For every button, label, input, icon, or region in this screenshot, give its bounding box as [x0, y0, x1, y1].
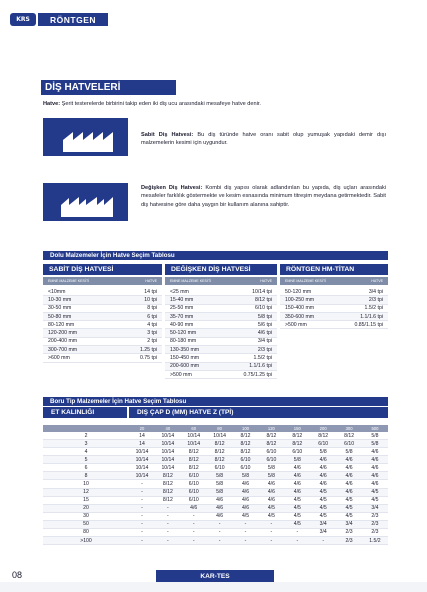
- pitch-cell: 10/14: [135, 456, 149, 463]
- subheader-left: EMNE MALZEME KESİTİ: [285, 279, 327, 283]
- pitch-cell: 4/5: [267, 505, 275, 512]
- pitch-cell: 5/8: [241, 472, 250, 479]
- outer-diameter-header: DIŞ ÇAP D (MM) HATVE Z (TPİ): [129, 407, 388, 418]
- pitch-cell: -: [192, 537, 195, 544]
- diameter-cell: 60: [191, 426, 197, 431]
- cross-section-cell: 50-80 mm: [48, 313, 72, 320]
- intro-term: Hatve:: [43, 101, 61, 107]
- pitch-cell: 1.5/2: [369, 537, 381, 544]
- pitch-cell: -: [192, 521, 195, 528]
- cross-section-cell: 150-450 mm: [170, 355, 200, 362]
- pitch-cell: 4/6: [293, 472, 301, 479]
- pitch-cell: -: [270, 521, 273, 528]
- table-row: [43, 489, 388, 497]
- diameter-cell: 120: [267, 426, 275, 431]
- pitch-cell: 10/14: [161, 456, 175, 463]
- variable-pitch-column: [165, 264, 277, 379]
- table-row: [43, 440, 388, 448]
- pitch-cell: 10/14: [161, 440, 175, 447]
- pitch-cell: 8/12: [266, 432, 277, 439]
- column-subheader: [165, 277, 277, 285]
- table-row: [165, 329, 277, 337]
- table-row: [43, 354, 162, 362]
- pitch-cell: 5/8: [345, 448, 353, 455]
- pitch-cell: 3/4: [371, 505, 379, 512]
- pitch-cell: 5/8: [216, 489, 224, 496]
- pitch-cell: 4/6: [345, 464, 353, 471]
- pitch-cell: 8/12 tpi: [254, 296, 272, 303]
- table-row: [280, 305, 388, 313]
- pitch-cell: 8 tpi: [147, 305, 157, 312]
- fixed-pitch-desc: [141, 131, 386, 148]
- fixed-pitch-term: Sabit Diş Hatvesi:: [141, 132, 194, 138]
- pitch-cell: 8/12: [188, 464, 199, 471]
- cross-section-cell: 35-70 mm: [170, 313, 194, 320]
- table-row: [43, 432, 388, 440]
- pitch-cell: 8/12: [240, 432, 251, 439]
- pitch-cell: 8/12: [214, 456, 225, 463]
- pitch-cell: -: [166, 505, 169, 512]
- column-rows: [165, 285, 277, 379]
- pitch-cell: 8/12: [188, 448, 199, 455]
- fixed-pitch-column: [43, 264, 162, 363]
- cross-section-cell: 130-350 mm: [170, 346, 200, 353]
- wall-thickness-cell: 50: [83, 521, 89, 528]
- table-row: [43, 305, 162, 313]
- table-row: [43, 505, 388, 513]
- table-row: [280, 296, 388, 304]
- brand: [10, 13, 108, 26]
- subheader-left: EMNE MALZEME KESİTİ: [170, 279, 212, 283]
- pitch-cell: 4/5: [345, 497, 353, 504]
- pitch-cell: 10/14: [161, 432, 175, 439]
- table-row: [43, 513, 388, 521]
- pitch-cell: 10/14: [135, 464, 149, 471]
- cross-section-cell: 350-600 mm: [285, 313, 315, 320]
- pitch-cell: -: [296, 537, 299, 544]
- pitch-cell: 8/12: [292, 440, 303, 447]
- pitch-cell: 2 tpi: [147, 338, 157, 345]
- pitch-cell: 4/5: [319, 513, 327, 520]
- variable-pitch-body: Kombi diş yapısı olarak adlandırılan bu yapıda, diş uçları arasındaki mesafeler farklılık göstermekte ve kesim esnasında minimum titreşim meydana getirmektedir. Sabit diş hatvesine göre daha yaygın bir kullanım alanına sahiptir.: [141, 185, 386, 208]
- table-row: [43, 521, 388, 529]
- table-row: [43, 288, 162, 296]
- pitch-cell: 6/10: [188, 497, 199, 504]
- pitch-cell: 1.1/1.6 tpi: [249, 363, 272, 370]
- pitch-cell: 4/5: [371, 497, 379, 504]
- table-row: [43, 296, 162, 304]
- pitch-cell: 2/3: [371, 521, 379, 528]
- pitch-cell: 8/12: [162, 472, 173, 479]
- pitch-cell: 6/10: [240, 464, 251, 471]
- pitch-cell: 4/6: [345, 472, 353, 479]
- pitch-cell: 10/14: [135, 472, 149, 479]
- pitch-cell: -: [166, 513, 169, 520]
- tube-grid: [43, 425, 388, 545]
- pitch-cell: 5/8 tpi: [257, 313, 272, 320]
- variable-pitch-desc: [141, 184, 386, 209]
- pitch-cell: 5/8: [319, 448, 327, 455]
- wall-thickness-cell: 10: [83, 481, 89, 487]
- diameter-cell: 500: [371, 426, 379, 431]
- pitch-cell: 4/6: [319, 472, 327, 479]
- variable-pitch-image: [43, 183, 128, 221]
- pitch-cell: 6/10: [188, 481, 199, 487]
- column-rows: [43, 285, 162, 363]
- wall-thickness-cell: 5: [84, 456, 88, 463]
- pitch-cell: 8/12: [266, 440, 277, 447]
- page-number: 08: [12, 570, 23, 580]
- pitch-cell: -: [141, 481, 143, 487]
- pitch-cell: -: [141, 505, 143, 512]
- brand-name: RÖNTGEN: [38, 13, 108, 26]
- pitch-cell: 4/6: [241, 481, 250, 487]
- pitch-cell: 0.75/1.25 tpi: [243, 371, 272, 378]
- pitch-cell: -: [270, 537, 273, 544]
- brand-logo: KRS: [10, 13, 36, 26]
- footer-label: KAR-TES: [156, 570, 274, 582]
- table-row: [43, 321, 162, 329]
- diameter-cell: 200: [319, 426, 327, 431]
- pitch-cell: 6/10: [318, 440, 329, 447]
- table-row: [43, 497, 388, 505]
- hm-titan-column: [280, 264, 388, 329]
- wall-thickness-header: ET KALINLIĞI: [43, 407, 127, 418]
- pitch-cell: 4/5: [293, 521, 301, 528]
- pitch-cell: 10/14 tpi: [252, 288, 272, 295]
- table-row: [43, 480, 388, 488]
- pitch-cell: 2/3: [345, 529, 353, 536]
- pitch-cell: 4/5: [267, 513, 275, 520]
- pitch-cell: 10/14: [187, 432, 201, 439]
- solid-table-title: Dolu Malzemeler İçin Hatve Seçim Tablosu: [43, 251, 388, 260]
- table-row: [165, 371, 277, 379]
- pitch-cell: 10/14: [135, 448, 149, 455]
- cross-section-cell: 25-50 mm: [170, 305, 194, 312]
- pitch-cell: 4/6: [371, 472, 379, 479]
- pitch-cell: 8/12: [162, 489, 173, 496]
- pitch-cell: -: [141, 513, 143, 520]
- fixed-pitch-body: Bu diş türünde hatve oranı sabit olup yumuşak yapıdaki demir dışı malzemelerin kesimi için uygundur.: [141, 132, 386, 147]
- pitch-cell: 4/5: [319, 489, 327, 496]
- pitch-cell: 10/14: [161, 448, 175, 455]
- pitch-cell: 4 tpi: [147, 321, 157, 328]
- table-row: [43, 313, 162, 321]
- pitch-cell: 10/14: [187, 440, 201, 447]
- pitch-cell: 2/3: [345, 537, 353, 544]
- pitch-cell: 8/12: [162, 497, 173, 504]
- pitch-cell: 6/10: [188, 489, 199, 496]
- pitch-cell: 6 tpi: [147, 313, 157, 320]
- pitch-cell: 8/12: [240, 440, 251, 447]
- variable-pitch-term: Değişken Diş Hatvesi:: [141, 185, 203, 191]
- pitch-cell: 4/5: [371, 489, 379, 496]
- cross-section-cell: 30-50 mm: [48, 305, 72, 312]
- cross-section-cell: >500 mm: [285, 321, 307, 328]
- diameter-subheader: [43, 425, 388, 432]
- wall-thickness-cell: 30: [83, 513, 89, 520]
- pitch-cell: 4/6: [293, 481, 301, 487]
- column-rows: [280, 285, 388, 329]
- pitch-cell: 4/6: [345, 489, 353, 496]
- pitch-cell: 14: [139, 432, 145, 439]
- pitch-cell: 6/10: [292, 448, 303, 455]
- subheader-right: HATVE: [145, 279, 157, 283]
- cross-section-cell: 150-400 mm: [285, 305, 315, 312]
- pitch-cell: 14 tpi: [144, 288, 157, 295]
- cross-section-cell: 200-400 mm: [48, 338, 78, 345]
- table-row: [43, 529, 388, 537]
- pitch-cell: 3/4 tpi: [257, 338, 272, 345]
- pitch-cell: 8/12: [292, 432, 303, 439]
- column-subheader: [43, 277, 162, 285]
- table-row: [43, 346, 162, 354]
- pitch-cell: 4/5: [319, 505, 327, 512]
- pitch-cell: 6/10: [214, 464, 225, 471]
- diameter-cell: 300: [345, 426, 353, 431]
- diameter-cell: 20: [139, 426, 145, 431]
- pitch-cell: 4/6: [216, 497, 224, 504]
- pitch-cell: 4/6: [241, 489, 250, 496]
- cross-section-cell: 120-200 mm: [48, 330, 78, 337]
- table-row: [43, 329, 162, 337]
- pitch-cell: -: [244, 529, 247, 536]
- table-row: [43, 448, 388, 456]
- table-row: [43, 472, 388, 480]
- pitch-cell: 5/8: [371, 440, 379, 447]
- pitch-cell: 4/6: [371, 464, 379, 471]
- pitch-cell: 4/6: [216, 505, 224, 512]
- pitch-cell: 5/8: [216, 481, 224, 487]
- pitch-cell: 3 tpi: [147, 330, 157, 337]
- column-subheader: [280, 277, 388, 285]
- pitch-cell: 1.5/2 tpi: [364, 305, 383, 312]
- pitch-cell: 5/6 tpi: [257, 321, 272, 328]
- pitch-cell: 8/12: [188, 456, 199, 463]
- diameter-cell: 40: [165, 426, 171, 431]
- pitch-cell: 8/12: [214, 448, 225, 455]
- pitch-cell: 4/6: [293, 464, 301, 471]
- pitch-cell: -: [141, 529, 143, 536]
- pitch-cell: 5/8: [267, 464, 275, 471]
- pitch-cell: 4/5: [293, 513, 301, 520]
- pitch-cell: 4/5: [293, 505, 301, 512]
- pitch-cell: -: [218, 529, 221, 536]
- pitch-cell: 3/4: [319, 529, 327, 536]
- pitch-cell: 3/4 tpi: [368, 288, 383, 295]
- wall-thickness-cell: 12: [83, 489, 89, 496]
- pitch-cell: -: [192, 513, 195, 520]
- pitch-cell: 0.85/1.15 tpi: [354, 321, 383, 328]
- subheader-right: HATVE: [371, 279, 383, 283]
- cross-section-cell: 100-250 mm: [285, 296, 315, 303]
- pitch-cell: 1.25 tpi: [139, 346, 157, 353]
- pitch-cell: 4/6: [241, 505, 250, 512]
- subheader-left: EMNE MALZEME KESİTİ: [48, 279, 90, 283]
- table-row: [280, 288, 388, 296]
- wall-thickness-cell: 80: [83, 529, 89, 536]
- pitch-cell: 6/10 tpi: [254, 305, 272, 312]
- pitch-cell: 6/10: [344, 440, 355, 447]
- pitch-cell: 5/8: [216, 472, 224, 479]
- pitch-cell: -: [218, 521, 221, 528]
- pitch-cell: -: [244, 537, 247, 544]
- column-header: RÖNTGEN HM-TİTAN: [280, 264, 388, 275]
- pitch-cell: -: [270, 529, 273, 536]
- pitch-cell: 10 tpi: [144, 296, 157, 303]
- cross-section-cell: >500 mm: [170, 371, 192, 378]
- pitch-cell: 4/6: [345, 456, 353, 463]
- table-row: [165, 346, 277, 354]
- pitch-cell: 4/6: [216, 513, 224, 520]
- pitch-cell: 6/10: [240, 456, 251, 463]
- table-row: [43, 338, 162, 346]
- wall-thickness-cell: 15: [83, 497, 89, 504]
- cross-section-cell: 200-600 mm: [170, 363, 200, 370]
- table-row: [165, 321, 277, 329]
- pitch-cell: 4/5: [293, 497, 301, 504]
- pitch-cell: 5/8: [293, 456, 301, 463]
- pitch-cell: 14: [139, 440, 145, 447]
- cross-section-cell: 80-120 mm: [48, 321, 75, 328]
- section-title: DİŞ HATVELERİ: [41, 80, 176, 95]
- pitch-cell: 4/5: [345, 513, 353, 520]
- wall-thickness-cell: 3: [84, 440, 88, 447]
- pitch-cell: -: [141, 489, 143, 496]
- pitch-cell: 8/12: [318, 432, 329, 439]
- intro-body: Şerit testerelerde birbirini takip eden iki diş ucu arasındaki mesafeye hatve denir.: [60, 101, 261, 107]
- pitch-cell: -: [141, 497, 143, 504]
- column-header: DEĞİŞKEN DİŞ HATVESİ: [165, 264, 277, 275]
- pitch-cell: 4/6: [267, 481, 275, 487]
- table-row: [280, 321, 388, 329]
- diameter-cell: 100: [242, 426, 249, 431]
- pitch-cell: 2/3: [371, 529, 379, 536]
- pitch-cell: -: [166, 537, 169, 544]
- pitch-cell: 6/10: [266, 448, 277, 455]
- pitch-cell: 6/10: [188, 472, 199, 479]
- wall-thickness-cell: 8: [84, 472, 88, 479]
- table-row: [280, 313, 388, 321]
- pitch-cell: 2/3: [371, 513, 379, 520]
- pitch-cell: 4/6: [190, 505, 198, 512]
- intro-text: [43, 101, 388, 108]
- pitch-cell: -: [192, 529, 195, 536]
- table-row: [43, 464, 388, 472]
- pitch-cell: 4/6: [241, 497, 250, 504]
- pitch-cell: 4/6 tpi: [257, 330, 272, 337]
- pitch-cell: 2/3 tpi: [368, 296, 383, 303]
- pitch-cell: -: [218, 537, 221, 544]
- pitch-cell: -: [244, 521, 247, 528]
- pitch-cell: -: [141, 521, 143, 528]
- wall-thickness-cell: 20: [83, 505, 89, 512]
- cross-section-cell: >600 mm: [48, 355, 70, 362]
- pitch-cell: 4/6: [371, 456, 379, 463]
- subheader-right: HATVE: [260, 279, 272, 283]
- pitch-cell: 8/12: [240, 448, 251, 455]
- pitch-cell: -: [141, 537, 143, 544]
- cross-section-cell: 40-90 mm: [170, 321, 194, 328]
- pitch-cell: 4/5: [345, 505, 353, 512]
- pitch-cell: 10/14: [161, 464, 175, 471]
- pitch-cell: 8/12: [344, 432, 355, 439]
- cross-section-cell: 10-30 mm: [48, 296, 72, 303]
- table-row: [165, 305, 277, 313]
- table-row: [165, 363, 277, 371]
- cross-section-cell: 300-700 mm: [48, 346, 78, 353]
- diameter-cell: 80: [217, 426, 222, 431]
- wall-thickness-cell: 4: [84, 448, 88, 455]
- subheader-spacer: [43, 425, 129, 432]
- pitch-cell: 4/6: [293, 489, 301, 496]
- pitch-cell: 8/12: [214, 440, 225, 447]
- pitch-cell: 5/8: [371, 432, 379, 439]
- column-header: SABİT DİŞ HATVESİ: [43, 264, 162, 275]
- cross-section-cell: <10mm: [48, 288, 66, 295]
- footer-band: [0, 582, 427, 592]
- tube-table-title: Boru Tip Malzemeler İçin Hatve Seçim Tablosu: [43, 397, 388, 406]
- pitch-cell: 2/3 tpi: [257, 346, 272, 353]
- cross-section-cell: <25 mm: [170, 288, 189, 295]
- table-row: [43, 537, 388, 545]
- pitch-cell: -: [322, 537, 325, 544]
- wall-thickness-cell: >100: [80, 537, 92, 544]
- pitch-cell: 4/5: [241, 513, 250, 520]
- pitch-cell: 0.75 tpi: [139, 355, 157, 362]
- pitch-cell: 1.5/2 tpi: [253, 355, 272, 362]
- pitch-cell: 4/6: [345, 481, 353, 487]
- pitch-cell: 4/6: [319, 481, 327, 487]
- table-row: [165, 338, 277, 346]
- pitch-cell: 4/6: [319, 464, 327, 471]
- wall-thickness-cell: 2: [84, 432, 88, 439]
- pitch-cell: -: [296, 529, 299, 536]
- table-row: [43, 456, 388, 464]
- pitch-cell: 4/6: [267, 489, 275, 496]
- pitch-cell: 3/4: [319, 521, 327, 528]
- diameter-cell: 150: [293, 426, 301, 431]
- cross-section-cell: 50-120 mm: [170, 330, 197, 337]
- pitch-cell: 3/4: [345, 521, 353, 528]
- pitch-cell: 5/8: [267, 472, 275, 479]
- fixed-pitch-image: [43, 118, 128, 156]
- pitch-cell: 4/6: [371, 481, 379, 487]
- table-row: [165, 288, 277, 296]
- cross-section-cell: 50-120 mm: [285, 288, 312, 295]
- pitch-cell: 10/14: [213, 432, 226, 439]
- pitch-cell: 4/6: [319, 456, 327, 463]
- pitch-cell: 8/12: [162, 481, 173, 487]
- cross-section-cell: 15-40 mm: [170, 296, 194, 303]
- cross-section-cell: 80-180 mm: [170, 338, 197, 345]
- pitch-cell: -: [166, 521, 169, 528]
- pitch-cell: 6/10: [266, 456, 277, 463]
- table-row: [165, 296, 277, 304]
- pitch-cell: 1.1/1.6 tpi: [360, 313, 383, 320]
- pitch-cell: 4/6: [371, 448, 379, 455]
- pitch-cell: 4/5: [319, 497, 327, 504]
- wall-thickness-cell: 6: [84, 464, 88, 471]
- pitch-cell: -: [166, 529, 169, 536]
- table-row: [165, 354, 277, 362]
- tube-rows: [43, 432, 388, 545]
- table-row: [165, 313, 277, 321]
- pitch-cell: 4/6: [267, 497, 275, 504]
